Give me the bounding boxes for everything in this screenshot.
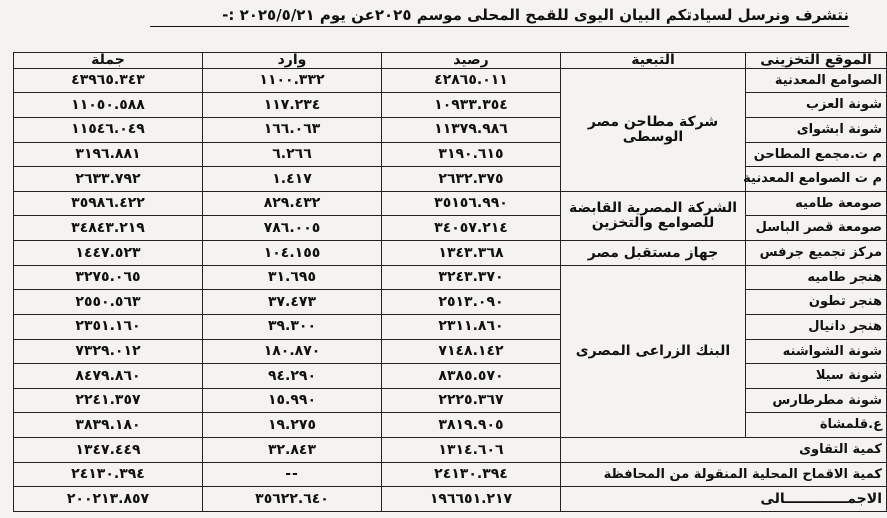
- balance-cell: ١٣١٤.٦٠٦: [382, 438, 561, 463]
- site-cell: هنجر طاميه: [746, 265, 887, 290]
- incoming-cell: ١٠٤.١٥٥: [203, 241, 382, 266]
- site-cell: صومعة قصر الباسل: [746, 216, 887, 241]
- total-cell: ١٤٤٧.٥٢٣: [14, 241, 203, 266]
- total-cell: ٢٥٥٠.٥٦٣: [14, 290, 203, 315]
- incoming-cell: ١٦٦.٠٦٣: [203, 117, 382, 142]
- total-cell: ٢٦٣٣.٧٩٢: [14, 167, 203, 192]
- balance-cell: ٣٤٠٥٧.٢١٤: [382, 216, 561, 241]
- balance-cell: ٣٥١٥٦.٩٩٠: [382, 191, 561, 216]
- balance-cell: ١١٣٧٩.٩٨٦: [382, 117, 561, 142]
- header-total: جملة: [14, 53, 203, 69]
- grand-total-row: [14, 487, 887, 512]
- table-row: [14, 142, 887, 167]
- header-site: الموقع التخزينى: [746, 53, 887, 69]
- affiliation-cell: شركة مطاحن مصر الوسطى: [561, 68, 746, 191]
- incoming-cell: ١٩.٢٧٥: [203, 413, 382, 438]
- site-cell: شونة العزب: [746, 93, 887, 118]
- incoming-cell: ٣٧.٤٧٣: [203, 290, 382, 315]
- incoming-cell: ٣٥٦٢٢.٦٤٠: [203, 487, 382, 512]
- site-cell: هنجر تطون: [746, 290, 887, 315]
- header-incoming: وارد: [203, 53, 382, 69]
- table-row: [14, 290, 887, 315]
- table-row: [14, 93, 887, 118]
- table-body: [14, 68, 887, 511]
- site-cell: شونة سيلا: [746, 364, 887, 389]
- table-row: [14, 413, 887, 438]
- total-cell: ٣٢٧٥.٠٦٥: [14, 265, 203, 290]
- total-cell: ٤٣٩٦٥.٣٤٣: [14, 68, 203, 93]
- balance-cell: ١٩٦٦٥١.٢١٧: [382, 487, 561, 512]
- incoming-cell: ١٥.٩٩٠: [203, 388, 382, 413]
- incoming-cell: --: [203, 462, 382, 487]
- total-cell: ٢٣٥١.١٦٠: [14, 314, 203, 339]
- incoming-cell: ٣٩.٣٠٠: [203, 314, 382, 339]
- transferred-row: [14, 462, 887, 487]
- incoming-cell: ٦.٢٦٦: [203, 142, 382, 167]
- total-cell: ٢٠٠٢١٣.٨٥٧: [14, 487, 203, 512]
- site-cell: شونة مطرطارس: [746, 388, 887, 413]
- table-row: [14, 167, 887, 192]
- table-row: [14, 117, 887, 142]
- site-cell: هنجر دانيال: [746, 314, 887, 339]
- row-label-cell: كمية الاقماح المحلية المنقولة من المحافظة: [561, 462, 887, 487]
- table-row: [14, 265, 887, 290]
- table-row: [14, 241, 887, 266]
- balance-cell: ٣١٩٠.٦١٥: [382, 142, 561, 167]
- incoming-cell: ٣١.٦٩٥: [203, 265, 382, 290]
- incoming-cell: ٧٨٦.٠٠٥: [203, 216, 382, 241]
- table-row: [14, 364, 887, 389]
- site-cell: م ت الصوامع المعدنية: [746, 167, 887, 192]
- incoming-cell: ٣٢.٨٤٣: [203, 438, 382, 463]
- report-heading: نتشرف ونرسل لسيادتكم البيان اليوى للقمح المحلى موسم ٢٠٢٥عن يوم ٢٠٢٥/٥/٢١ :-: [150, 6, 849, 27]
- balance-cell: ٢٥١٣.٠٩٠: [382, 290, 561, 315]
- incoming-cell: ١.٤١٧: [203, 167, 382, 192]
- header-row: [14, 53, 887, 69]
- affiliation-cell: جهاز مستقبل مصر: [561, 241, 746, 266]
- total-cell: ٢٤١٣٠.٣٩٤: [14, 462, 203, 487]
- table-row: [14, 216, 887, 241]
- total-cell: ٣٨٣٩.١٨٠: [14, 413, 203, 438]
- site-cell: ع.قلمشاة: [746, 413, 887, 438]
- wheat-stock-table: [13, 52, 887, 512]
- incoming-cell: ١١٠٠.٣٣٢: [203, 68, 382, 93]
- total-cell: ١١٠٥٠.٥٨٨: [14, 93, 203, 118]
- total-cell: ٨٤٧٩.٨٦٠: [14, 364, 203, 389]
- header-balance: رصيد: [382, 53, 561, 69]
- row-label-cell: الاجمـــــــــــــالى: [561, 487, 887, 512]
- site-cell: شونة الشواشنه: [746, 339, 887, 364]
- site-cell: صومعة طاميه: [746, 191, 887, 216]
- total-cell: ١٣٤٧.٤٤٩: [14, 438, 203, 463]
- affiliation-cell: الشركة المصرية القابضة للصوامع والتخزين: [561, 191, 746, 240]
- site-cell: مركز تجميع جرفس: [746, 241, 887, 266]
- table-row: [14, 68, 887, 93]
- table-row: [14, 314, 887, 339]
- balance-cell: ٢٦٣٢.٣٧٥: [382, 167, 561, 192]
- site-cell: شونة ابشواى: [746, 117, 887, 142]
- balance-cell: ٤٢٨٦٥.٠١١: [382, 68, 561, 93]
- balance-cell: ١٣٤٣.٣٦٨: [382, 241, 561, 266]
- balance-cell: ٧١٤٨.١٤٢: [382, 339, 561, 364]
- incoming-cell: ١١٧.٢٣٤: [203, 93, 382, 118]
- site-cell: الصوامع المعدنية: [746, 68, 887, 93]
- affiliation-cell: البنك الزراعى المصرى: [561, 265, 746, 437]
- table-row: [14, 191, 887, 216]
- total-cell: ٣٥٩٨٦.٤٢٢: [14, 191, 203, 216]
- header-affiliation: التبعية: [561, 53, 746, 69]
- total-cell: ٣١٩٦.٨٨١: [14, 142, 203, 167]
- incoming-cell: ٨٢٩.٤٣٢: [203, 191, 382, 216]
- total-cell: ٧٣٢٩.٠١٢: [14, 339, 203, 364]
- row-label-cell: كمية التقاوى: [561, 438, 887, 463]
- total-cell: ٢٢٤١.٣٥٧: [14, 388, 203, 413]
- table-row: [14, 339, 887, 364]
- balance-cell: ٢٤١٣٠.٣٩٤: [382, 462, 561, 487]
- balance-cell: ٣٨١٩.٩٠٥: [382, 413, 561, 438]
- total-cell: ١١٥٤٦.٠٤٩: [14, 117, 203, 142]
- site-cell: م ت.مجمع المطاحن: [746, 142, 887, 167]
- balance-cell: ٢٢٢٥.٣٦٧: [382, 388, 561, 413]
- balance-cell: ٢٣١١.٨٦٠: [382, 314, 561, 339]
- incoming-cell: ١٨٠.٨٧٠: [203, 339, 382, 364]
- balance-cell: ١٠٩٣٣.٣٥٤: [382, 93, 561, 118]
- seeds-row: [14, 438, 887, 463]
- balance-cell: ٨٣٨٥.٥٧٠: [382, 364, 561, 389]
- incoming-cell: ٩٤.٢٩٠: [203, 364, 382, 389]
- table-row: [14, 388, 887, 413]
- balance-cell: ٣٢٤٣.٣٧٠: [382, 265, 561, 290]
- total-cell: ٣٤٨٤٣.٢١٩: [14, 216, 203, 241]
